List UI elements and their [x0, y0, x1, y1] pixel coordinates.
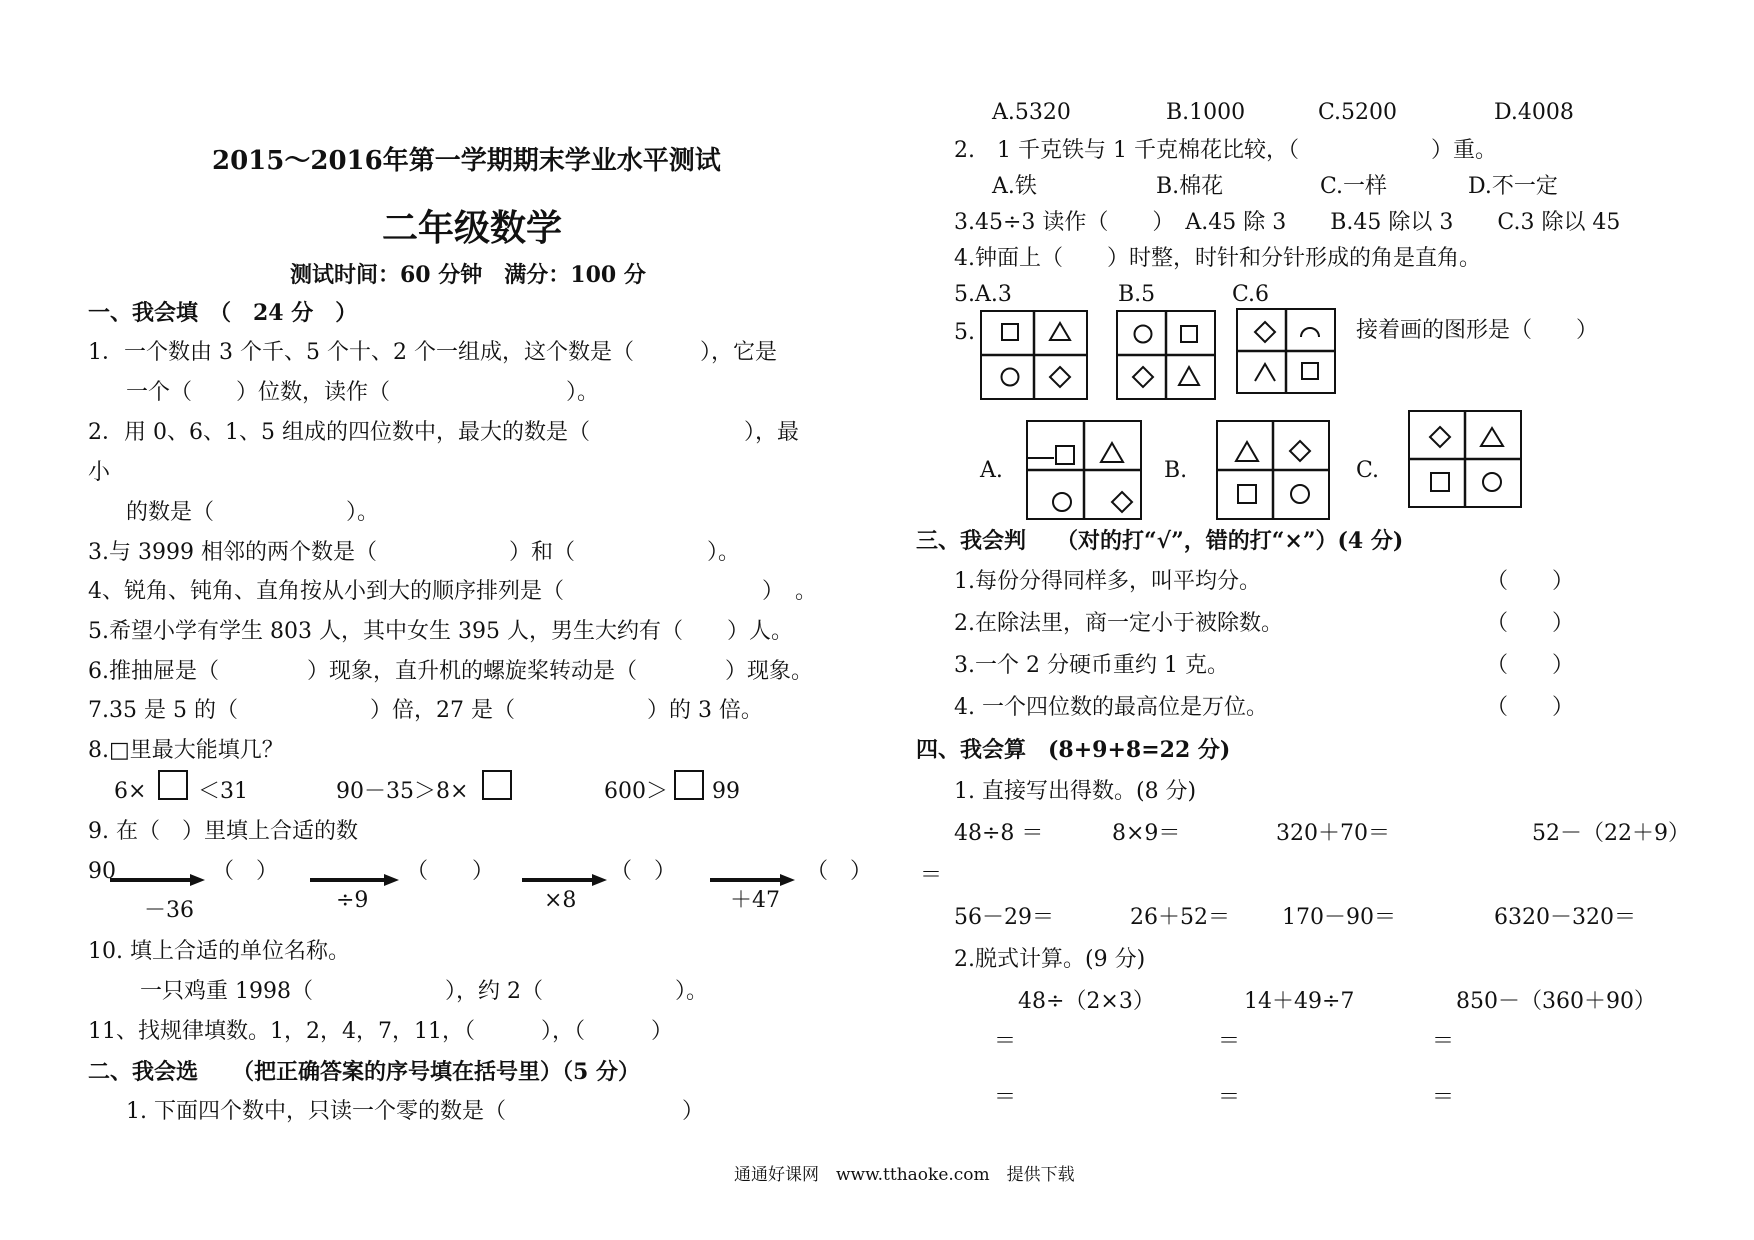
- section-2-note: （把正确答案的序号填在括号里）（5 分）: [232, 1059, 640, 1085]
- exam-title: 2015～2016年第一学期期末学业水平测试: [212, 146, 721, 176]
- judge-4: 4. 一个四位数的最高位是万位。: [954, 695, 1268, 720]
- question-6: 6.推抽屉是（ ）现象，直升机的螺旋桨转动是（ ）现象。: [88, 659, 813, 684]
- answer-blank[interactable]: （ ）: [806, 859, 873, 884]
- arc-icon: [1301, 328, 1319, 337]
- step-equals: ＝: [1432, 1029, 1455, 1054]
- calc-1-4: 52－（22＋9）: [1532, 821, 1690, 846]
- question-3: 3.与 3999 相邻的两个数是（ ）和（ ）。: [88, 540, 740, 565]
- judge-blank[interactable]: （ ）: [1486, 569, 1575, 594]
- square-icon: [1431, 473, 1449, 491]
- judge-blank[interactable]: （ ）: [1486, 653, 1575, 678]
- answer-grid-b[interactable]: [1216, 420, 1330, 520]
- choice-3: 3.45÷3 读作（ ） A.45 除 3 B.45 除以 3 C.3 除以 45: [954, 210, 1621, 235]
- question-2a: 2．用 0、6、1、5 组成的四位数中，最大的数是（ ），最: [88, 420, 799, 445]
- calc-1-3: 320＋70＝: [1276, 821, 1390, 846]
- diamond-icon: [1290, 441, 1310, 461]
- diamond-icon: [1050, 367, 1070, 387]
- triangle-icon: [1101, 443, 1123, 462]
- choice-2-option-b: B.棉花: [1156, 174, 1224, 199]
- exam-info: 测试时间：60 分钟 满分：100 分: [290, 262, 646, 288]
- op-minus-36: －36: [144, 898, 194, 923]
- question-8-c-left: 600＞: [604, 779, 668, 804]
- calc-2-2: 26＋52＝: [1130, 905, 1230, 930]
- judge-2: 2.在除法里，商一定小于被除数。: [954, 611, 1283, 636]
- diamond-icon: [1430, 427, 1450, 447]
- question-5: 5.希望小学有学生 803 人，其中女生 395 人，男生大约有（ ）人。: [88, 619, 793, 644]
- question-8-a-left: 6×: [114, 779, 147, 804]
- calc-part-1: 1. 直接写出得数。(8 分): [954, 779, 1197, 804]
- calc-1-2: 8×9＝: [1112, 821, 1181, 846]
- judge-blank[interactable]: （ ）: [1486, 695, 1575, 720]
- question-2b: 小: [88, 460, 111, 485]
- choice-2: 2. 1 千克铁与 1 千克棉花比较，（ ）重。: [954, 138, 1497, 163]
- step-expr-3: 850－（360＋90）: [1456, 989, 1656, 1014]
- question-10b: 一只鸡重 1998（ ），约 2（ ）。: [140, 979, 708, 1004]
- section-2-title: 二、我会选: [88, 1059, 199, 1085]
- step-equals: ＝: [994, 1029, 1017, 1054]
- square-icon: [1181, 326, 1197, 342]
- answer-blank[interactable]: （ ）: [212, 859, 279, 884]
- choice-1-option-d: D.4008: [1494, 100, 1574, 125]
- calc-1-4-equals: ＝: [920, 863, 943, 888]
- choice-1-option-c: C.5200: [1318, 100, 1398, 125]
- calc-1-1: 48÷8 ＝: [954, 821, 1044, 846]
- op-plus-47: ＋47: [730, 888, 780, 913]
- answer-box[interactable]: [158, 770, 188, 800]
- question-4: 4、锐角、钝角、直角按从小到大的顺序排列是（ ） 。: [88, 579, 817, 604]
- diamond-icon: [1255, 322, 1275, 342]
- circle-icon: [1002, 369, 1019, 386]
- section-3-note: （对的打“√”，错的打“×”）(4 分): [1056, 528, 1404, 554]
- choice-6-text: 接着画的图形是（ ）: [1356, 318, 1599, 343]
- answer-blank[interactable]: （ ）: [406, 859, 495, 884]
- question-2c: 的数是（ ）。: [126, 500, 380, 525]
- square-icon: [1238, 485, 1256, 503]
- choice-1-option-a: A.5320: [992, 100, 1071, 125]
- pattern-grid-1: [980, 310, 1088, 400]
- diamond-icon: [1133, 367, 1153, 387]
- square-icon: [1302, 363, 1318, 379]
- choice-5-option-c: C.6: [1232, 282, 1270, 307]
- step-expr-1: 48÷（2×3）: [1018, 989, 1155, 1014]
- judge-1: 1.每份分得同样多，叫平均分。: [954, 569, 1261, 594]
- answer-grid-a[interactable]: [1026, 420, 1142, 520]
- arrow-icon: [110, 872, 206, 888]
- circle-icon: [1291, 485, 1309, 503]
- choice-6-label-b: B.: [1164, 458, 1188, 483]
- question-9-start: 90: [88, 859, 116, 884]
- question-8: 8.□里最大能填几？: [88, 738, 284, 763]
- choice-2-option-d: D.不一定: [1468, 174, 1558, 199]
- answer-box[interactable]: [482, 770, 512, 800]
- exam-subject: 二年级数学: [382, 207, 563, 249]
- question-7: 7.35 是 5 的（ ）倍，27 是（ ）的 3 倍。: [88, 698, 763, 723]
- section-1-title: 一、我会填 （ 24 分 ）: [88, 300, 358, 326]
- choice-5-option-a: 5.A.3: [954, 282, 1012, 307]
- question-8-b-left: 90－35＞8×: [336, 779, 469, 804]
- choice-5-option-b: B.5: [1118, 282, 1156, 307]
- choice-1: 1. 下面四个数中，只读一个零的数是（ ）: [126, 1099, 704, 1124]
- question-10: 10. 填上合适的单位名称。: [88, 939, 350, 964]
- square-icon: [1002, 324, 1018, 340]
- calc-2-4: 6320－320＝: [1494, 905, 1636, 930]
- triangle-icon: [1236, 442, 1258, 461]
- choice-2-option-c: C.一样: [1320, 174, 1388, 199]
- question-1a: 1．一个数由 3 个千、5 个十、2 个一组成，这个数是（ ），它是: [88, 340, 777, 365]
- step-equals: ＝: [1432, 1085, 1455, 1110]
- pattern-grid-2: [1116, 310, 1216, 400]
- judge-3: 3.一个 2 分硬币重约 1 克。: [954, 653, 1229, 678]
- question-8-a-right: ＜31: [198, 779, 248, 804]
- choice-6-label-a: A.: [980, 458, 1003, 483]
- choice-6-number: 5.: [954, 320, 975, 345]
- question-9: 9. 在（ ）里填上合适的数: [88, 819, 358, 844]
- answer-grid-c[interactable]: [1408, 410, 1522, 508]
- question-1b: 一个（ ）位数，读作（ ）。: [126, 380, 600, 405]
- op-divide-9: ÷9: [336, 888, 369, 913]
- triangle-icon: [1481, 428, 1503, 446]
- choice-4: 4.钟面上（ ）时整，时针和分针形成的角是直角。: [954, 246, 1481, 271]
- circle-icon: [1135, 326, 1152, 343]
- choice-1-option-b: B.1000: [1166, 100, 1246, 125]
- calc-part-2: 2.脱式计算。(9 分): [954, 947, 1146, 972]
- step-equals: ＝: [1218, 1085, 1241, 1110]
- answer-blank[interactable]: （ ）: [610, 859, 677, 884]
- calc-2-1: 56－29＝: [954, 905, 1054, 930]
- triangle-icon: [1050, 323, 1070, 340]
- section-4-title: 四、我会算 (8+9+8=22 分): [916, 737, 1231, 763]
- choice-6-label-c: C.: [1356, 458, 1380, 483]
- judge-blank[interactable]: （ ）: [1486, 611, 1575, 636]
- caret-icon: [1255, 364, 1275, 381]
- footer-credit: 通通好课网 www.tthaoke.com 提供下载: [734, 1165, 1075, 1185]
- pattern-grid-3: [1236, 308, 1336, 394]
- op-times-8: ×8: [544, 888, 577, 913]
- answer-box[interactable]: [674, 770, 704, 800]
- step-equals: ＝: [1218, 1029, 1241, 1054]
- circle-icon: [1053, 493, 1071, 511]
- step-expr-2: 14＋49÷7: [1244, 989, 1355, 1014]
- choice-2-option-a: A.铁: [992, 174, 1037, 199]
- square-icon: [1056, 446, 1074, 464]
- triangle-icon: [1179, 367, 1199, 385]
- question-8-c-right: 99: [712, 779, 740, 804]
- section-3-title: 三、我会判: [916, 528, 1027, 554]
- circle-icon: [1483, 473, 1501, 491]
- step-equals: ＝: [994, 1085, 1017, 1110]
- calc-2-3: 170－90＝: [1282, 905, 1396, 930]
- question-11: 11、找规律填数。1，2，4，7，11，（ ），（ ）: [88, 1019, 673, 1044]
- diamond-icon: [1112, 492, 1132, 512]
